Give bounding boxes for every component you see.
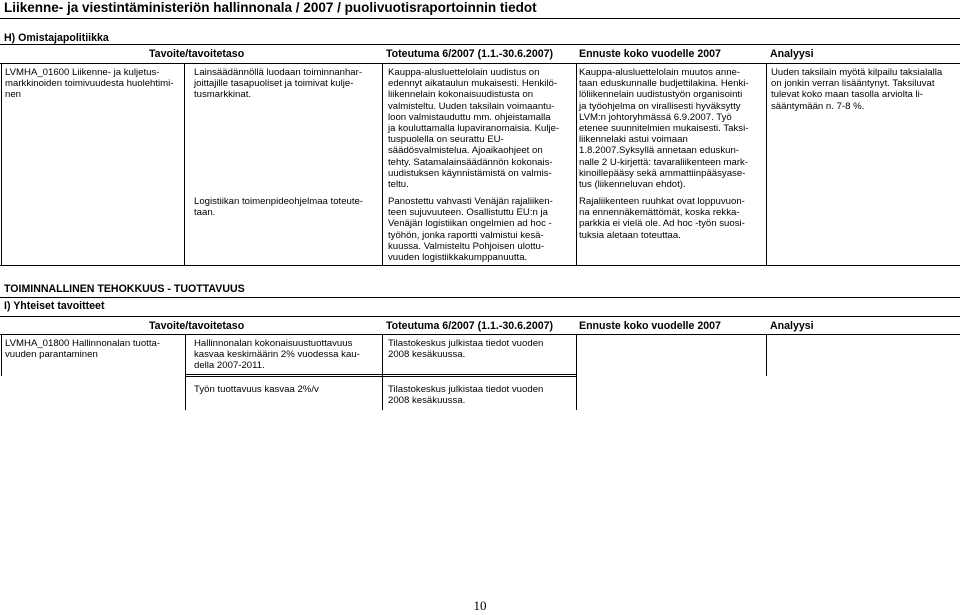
target-cell: Lainsäädännöllä luodaan toiminnanhar- joittajille tasapuoliset ja toimivat kulje- tusmarkkinat. <box>194 67 363 101</box>
column-header-analysis: Analyysi <box>770 320 814 332</box>
column-header-target: Tavoite/tavoitetaso <box>149 320 245 332</box>
realization-cell: Tilastokeskus julkistaa tiedot vuoden 2008 kesäkuussa. <box>388 338 544 361</box>
main-heading: TOIMINNALLINEN TEHOKKUUS - TUOTTAVUUS <box>4 283 245 295</box>
column-divider <box>184 63 185 265</box>
section-heading: H) Omistajapolitiikka <box>4 32 109 44</box>
column-header-forecast: Ennuste koko vuodelle 2007 <box>579 48 721 60</box>
table-rule <box>186 376 576 377</box>
table-rule <box>186 374 576 375</box>
column-divider <box>382 334 383 410</box>
table-rule <box>0 63 960 64</box>
forecast-cell: Kauppa-alusluettelolain muutos anne- taan eduskunnalle budjettilakina. Henki- löliikennelain uudistustyön organisointi ja työohjelma on virallisesti hyväksytty LVM:n johtoryhmässä 6.9.2007. Työ etenee suunnitelmien mukaisesti. Taksi- liikennelaki astui voimaan 1.8.2007.Syksyllä annetaan eduskun- nalle 2 U-kirjettä: tavaraliikenteen mark- kinoillepääsy sekä ammattiinpääsyase- tus (liikenneluvan ehdot). <box>579 67 749 191</box>
title-divider <box>0 18 960 19</box>
table-rule <box>0 265 960 266</box>
analysis-cell: Uuden taksilain myötä kilpailu taksialalla on jonkin verran lisääntynyt. Taksiluvat tulevat koko maan tasolla arviolta li- sääntymään n. 7-8 %. <box>771 67 943 112</box>
column-divider <box>766 63 767 265</box>
column-header-realization: Toteutuma 6/2007 (1.1.-30.6.2007) <box>386 48 554 60</box>
column-divider <box>576 63 577 265</box>
target-cell: Hallinnonalan kokonaisuustuottavuus kasvaa keskimäärin 2% vuodessa kau- della 2007-2011. <box>194 338 360 372</box>
column-divider <box>576 334 577 410</box>
column-header-analysis: Analyysi <box>770 48 814 60</box>
goal-cell: LVMHA_01600 Liikenne- ja kuljetus- markkinoiden toimivuudesta huolehtimi- nen <box>5 67 174 101</box>
column-divider <box>766 334 767 376</box>
target-cell: Työn tuottavuus kasvaa 2%/v <box>194 384 319 395</box>
realization-cell: Tilastokeskus julkistaa tiedot vuoden 2008 kesäkuussa. <box>388 384 544 407</box>
target-cell: Logistiikan toimenpideohjelmaa toteute- taan. <box>194 196 364 219</box>
section-rule <box>0 44 960 45</box>
column-header-realization: Toteutuma 6/2007 (1.1.-30.6.2007) <box>386 320 554 332</box>
realization-cell: Kauppa-alusluettelolain uudistus on edennyt aikataulun mukaisesti. Henkilö- liikennelain kokonaisuudistusta on valmisteltu. Uuden taksilain voimaantu- loon valmistauduttu mm. ohjeistamalla ja kouluttamalla lupaviranomaisia. Kulje- tuspuolella on seurattu EU- säädösvalmistelua. Ajoaikaohjeet on tehty. Satamalainsäädännön kokonais- uudistuksen käynnistämistä on valmis- teltu. <box>388 67 560 191</box>
section-heading: I) Yhteiset tavoitteet <box>4 300 105 312</box>
column-divider <box>1 334 2 376</box>
page-number: 10 <box>473 598 487 613</box>
column-header-forecast: Ennuste koko vuodelle 2007 <box>579 320 721 332</box>
column-divider <box>185 334 186 410</box>
column-divider <box>382 63 383 265</box>
column-divider <box>1 63 2 265</box>
realization-cell: Panostettu vahvasti Venäjän rajaliiken- teen sujuvuuteen. Osallistuttu EU:n ja Venäjän logistiikan ongelmien ad hoc - työhön, jonka raportti valmistui kesä- kuussa. Valmisteltu Pohjoisen ulottu- vuuden logistiikkakumppanuutta. <box>388 196 553 264</box>
page-title: Liikenne- ja viestintäministeriön hallinnonala / 2007 / puolivuotisraportoinnin tiedot <box>4 0 537 15</box>
forecast-cell: Rajaliikenteen ruuhkat ovat loppuvuon- na ennennäkemättömät, koska rekka- parkkia ei vielä ole. Ad hoc -työn suosi- tuksia aletaan toteuttaa. <box>579 196 745 241</box>
table-rule <box>0 334 960 335</box>
section-rule <box>0 316 960 317</box>
section-rule <box>0 297 960 298</box>
goal-cell: LVMHA_01800 Hallinnonalan tuotta- vuuden parantaminen <box>5 338 161 361</box>
column-header-target: Tavoite/tavoitetaso <box>149 48 245 60</box>
